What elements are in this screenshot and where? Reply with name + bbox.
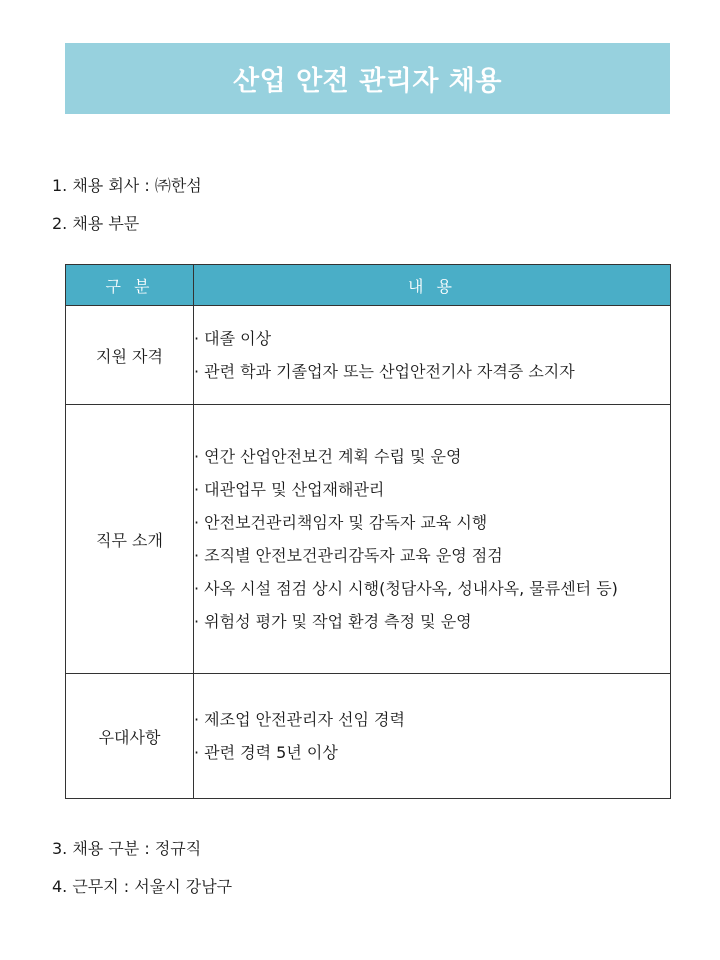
recruitment-table: [65, 264, 671, 799]
list-item: · 제조업 안전관리자 선임 경력: [194, 703, 670, 736]
header-category: 구 분: [66, 265, 194, 306]
section-employment-type: [52, 838, 201, 860]
row-content: [194, 674, 671, 799]
row-category: 지원 자격: [66, 306, 194, 405]
section-employment-type-label: 3. 채용 구분 :: [52, 839, 150, 858]
list-item: · 위험성 평가 및 작업 환경 측정 및 운영: [194, 605, 670, 638]
section-company: [52, 175, 202, 197]
list-item: · 조직별 안전보건관리감독자 교육 운영 점검: [194, 539, 670, 572]
list-item: · 대관업무 및 산업재해관리: [194, 473, 670, 506]
table-row: [66, 306, 671, 405]
list-item: · 대졸 이상: [194, 322, 670, 355]
row-content: [194, 405, 671, 674]
section-company-label: 1. 채용 회사 :: [52, 176, 150, 195]
section-location: [52, 876, 232, 898]
section-employment-type-value: 정규직: [154, 839, 202, 858]
list-item: · 사옥 시설 점검 상시 시행(청담사옥, 성내사옥, 물류센터 등): [194, 572, 670, 605]
table-row: [66, 405, 671, 674]
table-row: [66, 674, 671, 799]
section-location-label: 4. 근무지 :: [52, 877, 130, 896]
list-item: · 연간 산업안전보건 계획 수립 및 운영: [194, 440, 670, 473]
section-department-label: 2. 채용 부문: [52, 214, 140, 233]
header-content: 내 용: [194, 265, 671, 306]
title-banner: [65, 43, 670, 114]
row-category: 직무 소개: [66, 405, 194, 674]
section-company-value: ㈜한섬: [154, 176, 202, 195]
row-content: [194, 306, 671, 405]
section-location-value: 서울시 강남구: [134, 877, 233, 896]
table-header-row: [66, 265, 671, 306]
section-department: [52, 213, 139, 235]
list-item: · 관련 경력 5년 이상: [194, 736, 670, 769]
list-item: · 안전보건관리책임자 및 감독자 교육 시행: [194, 506, 670, 539]
row-category: 우대사항: [66, 674, 194, 799]
page-title: 산업 안전 관리자 채용: [233, 66, 502, 97]
list-item: · 관련 학과 기졸업자 또는 산업안전기사 자격증 소지자: [194, 355, 670, 388]
